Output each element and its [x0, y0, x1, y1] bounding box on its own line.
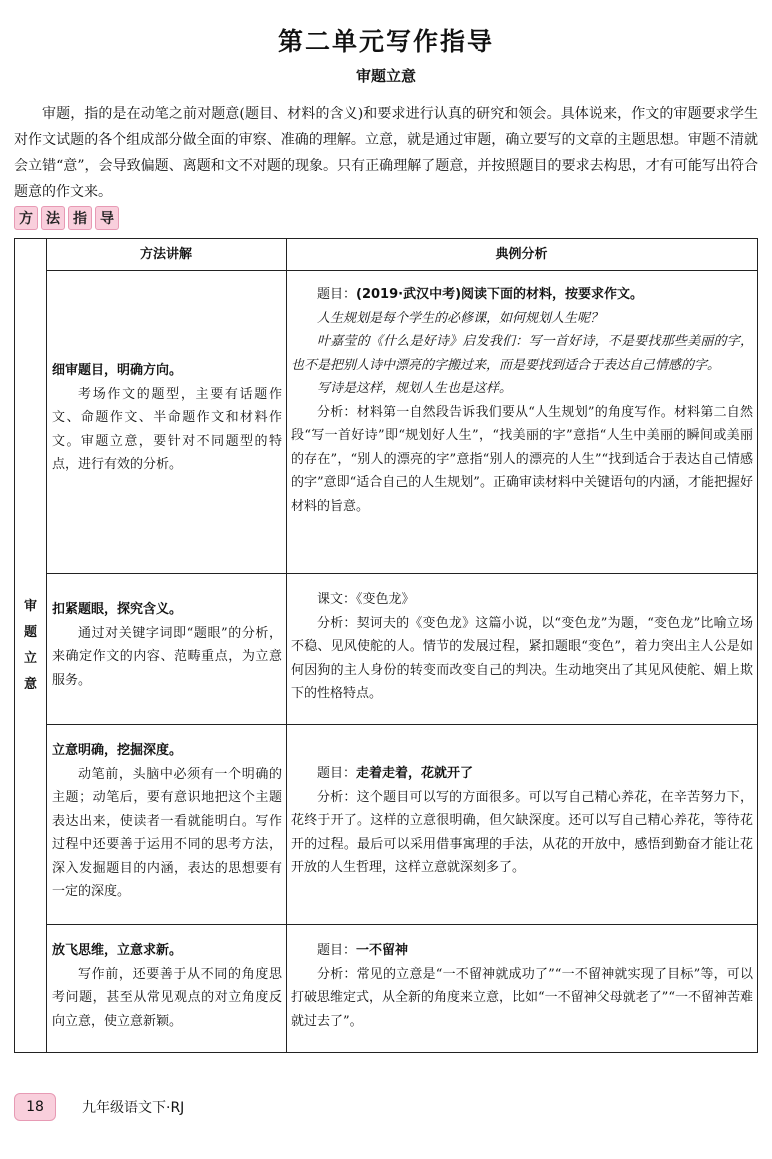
example-material: 写诗是这样，规划人生也是这样。 — [317, 381, 513, 396]
example-material: 人生规划是每个学生的必修课，如何规划人生呢？ — [317, 310, 604, 326]
method-body: 写作前，还要善于从不同的角度思考问题，甚至从常见观点的对立角度反向立意，使立意新颖。 — [52, 966, 282, 1029]
row-group-char: 题 — [23, 625, 37, 640]
example-title-text: (2019·武汉中考)阅读下面的材料，按要求作文。 — [356, 287, 644, 302]
book-label: 九年级语文下·RJ — [82, 1100, 185, 1116]
row-group-char: 意 — [23, 677, 37, 692]
example-title-prefix: 课文： — [317, 592, 357, 607]
column-header-method: 方法讲解 — [139, 247, 192, 262]
method-cell — [52, 739, 282, 904]
example-title-text: 《变色龙》 — [356, 592, 415, 607]
method-cell — [52, 359, 282, 477]
example-title-text: 一不留神 — [356, 943, 409, 958]
column-header-example: 典例分析 — [495, 247, 548, 262]
method-table — [14, 238, 758, 1053]
example-title — [291, 762, 753, 786]
example-cell — [291, 939, 753, 1033]
table-divider — [46, 724, 757, 725]
example-title-prefix: 题目： — [317, 766, 357, 781]
example-analysis: 分析：这个题目可以写的方面很多。可以写自己精心养花，在辛苦努力下，花终于开了。这样的立意很明确，但欠缺深度。还可以写自己精心养花，等待花开的过程。最后可以采用借事寓理的手法，从花的开放中，感悟到勤奋才能让花开放的人生哲理，这样立意就深刻多了。 — [291, 789, 753, 875]
table-divider — [46, 270, 757, 271]
method-title: 立意明确，挖掘深度。 — [52, 743, 183, 758]
method-body: 动笔前，头脑中必须有一个明确的主题；动笔后，要有意识地把这个主题表达出来，使读者一看就能明白。写作过程中还要善于运用不同的思考方法，深入发掘题目的内涵，表达的思想要有一定的深度。 — [52, 766, 282, 899]
method-body: 考场作文的题型，主要有话题作文、命题作文、半命题作文和材料作文。审题立意，要针对不同题型的特点，进行有效的分析。 — [52, 386, 282, 472]
unit-title: 第二单元写作指导 — [277, 27, 494, 56]
table-divider — [286, 239, 287, 1052]
example-title — [291, 939, 753, 963]
example-title-text: 走着走着，花就开了 — [356, 766, 474, 781]
row-group-label — [15, 594, 46, 698]
method-cell — [52, 939, 282, 1033]
example-analysis: 分析：契诃夫的《变色龙》这篇小说，以“变色龙”为题，“变色龙”比喻立场不稳、见风使舵的人。情节的发展过程，紧扣题眼“变色”，着力突出主人公是如何因狗的主人身份的转变而改变自己的判决。生动地突出了其见风使舵、媚上欺下的性格特点。 — [291, 615, 753, 701]
table-divider — [46, 573, 757, 574]
row-group-char: 立 — [23, 651, 37, 666]
badge-char: 方 — [14, 206, 38, 230]
method-body: 通过对关键字词即“题眼”的分析，来确定作文的内容、范畴重点，为立意服务。 — [52, 625, 282, 688]
example-cell — [291, 283, 753, 518]
method-title: 细审题目，明确方向。 — [52, 363, 183, 378]
method-title: 放飞思维，立意求新。 — [52, 943, 183, 958]
badge-char: 法 — [41, 206, 65, 230]
example-title-prefix: 题目： — [317, 287, 357, 302]
method-cell — [52, 598, 282, 692]
badge-char: 导 — [95, 206, 119, 230]
page-number: 18 — [14, 1093, 56, 1121]
intro-paragraph: 审题，指的是在动笔之前对题意(题目、材料的含义)和要求进行认真的研究和领会。具体说来，作文的审题要求学生对作文试题的各个组成部分做全面的审察、准确的理解。立意，就是通过审题，确立要写的文章的主题思想。审题不清就会立错“意”，会导致偏题、离题和文不对题的现象。只有正确理解了题意，并按照题目的要求去构思，才有可能写出符合题意的作文来。 — [14, 106, 758, 200]
example-cell — [291, 588, 753, 706]
example-analysis: 分析：常见的立意是“一不留神就成功了”“一不留神就实现了目标”等，可以打破思维定式，从全新的角度来立意，比如“一不留神父母就老了”“一不留神苦难就过去了”。 — [291, 966, 753, 1029]
method-title: 扣紧题眼，探究含义。 — [52, 602, 183, 617]
example-title — [291, 588, 753, 612]
badge-char: 指 — [68, 206, 92, 230]
example-cell — [291, 762, 753, 880]
section-subtitle: 审题立意 — [355, 67, 416, 85]
example-material: 叶嘉莹的《什么是好诗》启发我们：写一首好诗，不是要找那些美丽的字，也不是把别人诗中漂亮的字搬过来，而是要找到适合于表达自己情感的字。 — [291, 334, 753, 373]
example-title — [291, 283, 753, 307]
example-analysis: 分析：材料第一自然段告诉我们要从“人生规划”的角度写作。材料第二自然段“写一首好诗”即“规划好人生”，“找美丽的字”意指“人生中美丽的瞬间或美丽的存在”，“别人的漂亮的字”意指“别人的漂亮的人生”“找到适合于表达自己情感的字”意即“适合自己的人生规划”。正确审读材料中关键语句的内涵，才能把握好材料的旨意。 — [291, 404, 753, 514]
table-divider — [46, 239, 47, 1052]
method-guide-badge — [14, 206, 119, 230]
table-divider — [46, 924, 757, 925]
row-group-char: 审 — [23, 599, 37, 614]
example-title-prefix: 题目： — [317, 943, 357, 958]
